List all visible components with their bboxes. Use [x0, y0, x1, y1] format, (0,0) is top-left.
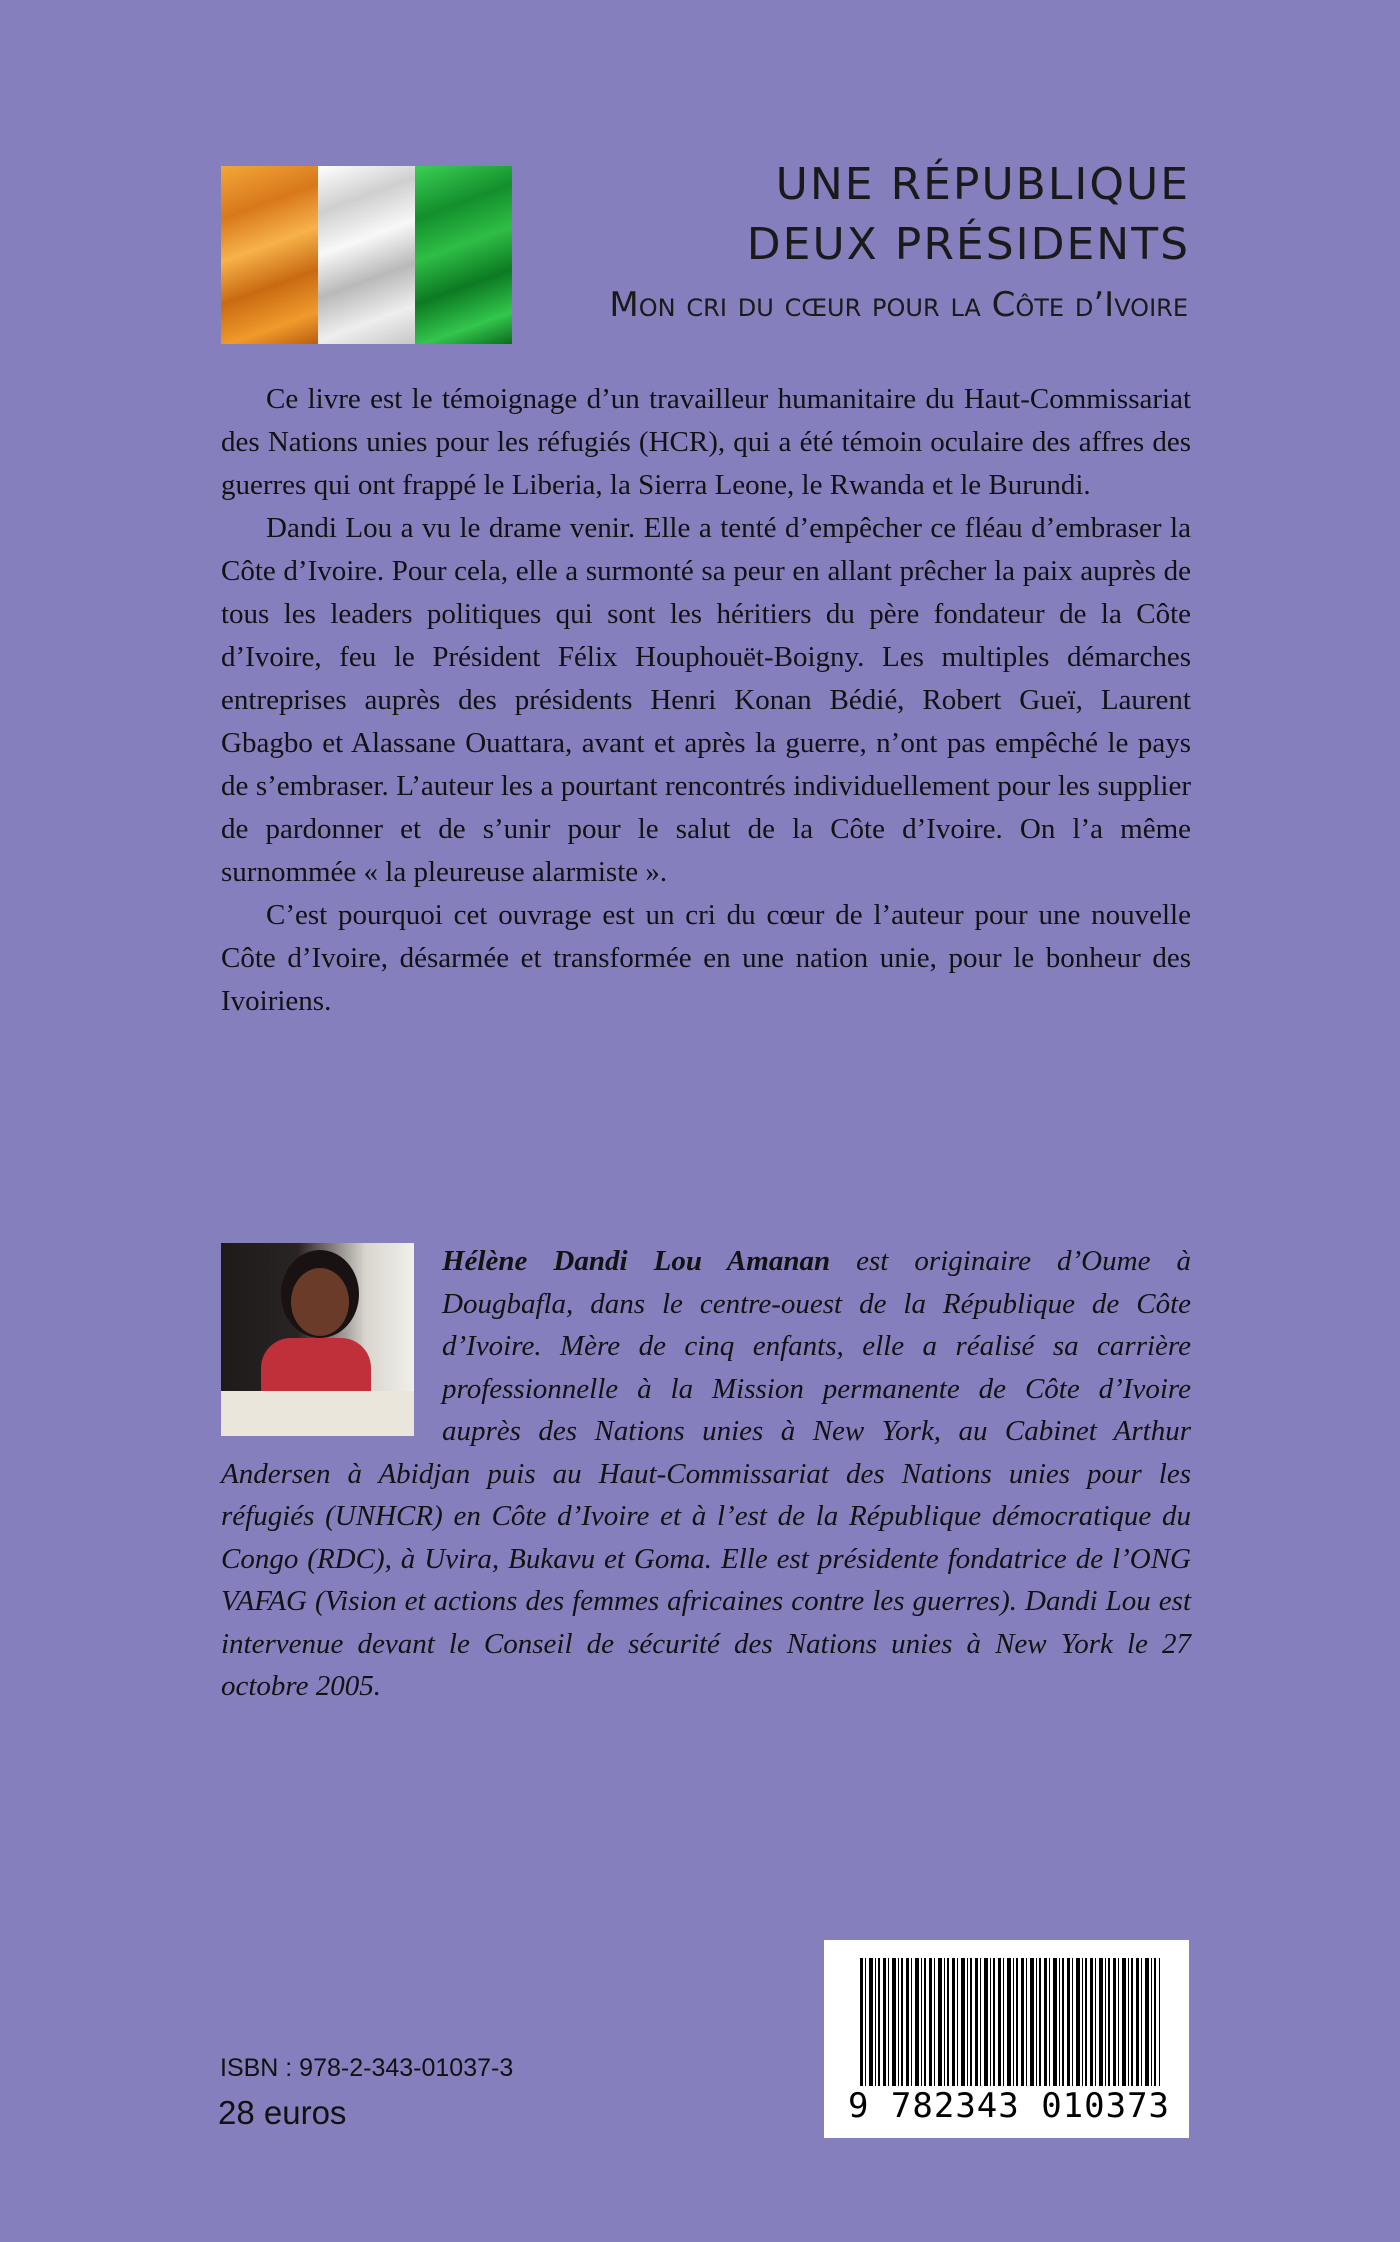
book-title-line-2: DEUX PRÉSIDENTS	[746, 219, 1190, 270]
author-name: Hélène Dandi Lou Amanan	[442, 1245, 831, 1277]
flag-white-band	[318, 166, 415, 344]
author-photo-head-shape	[291, 1268, 349, 1336]
author-biography	[221, 1240, 1191, 1708]
book-title-line-1: UNE RÉPUBLIQUE	[775, 159, 1190, 210]
author-photo	[221, 1243, 414, 1436]
book-price: 28 euros	[218, 2094, 347, 2131]
author-photo-desk-shape	[221, 1391, 414, 1436]
author-bio-text: est originaire d’Oume à Dougbafla, dans le centre-ouest de la République de Côte d’Ivoire. Mère de cinq enfants, elle a réalisé sa carrière professionnelle à la Mission permanente de Côte d’Ivoire auprès des Nations unies à New York, au Cabinet Arthur Andersen à Abidjan puis au Haut-Commissariat des Nations unies pour les réfugiés (UNHCR) en Côte d’Ivoire et à l’est de la République démocratique du Congo (RDC), à Uvira, Bukavu et Goma. Elle est présidente fondatrice de l’ONG VAFAG (Vision et actions des femmes africaines contre les guerres). Dandi Lou est intervenue devant le Conseil de sécurité des Nations unies à New York le 27 octobre 2005.	[221, 1245, 1191, 1702]
barcode-digits: 9 782343 010373	[847, 2086, 1171, 2126]
summary-paragraph-2: Dandi Lou a vu le drame venir. Elle a tenté d’empêcher ce fléau d’embraser la Côte d’Ivoire. Pour cela, elle a surmonté sa peur en allant prêcher la paix auprès de tous les leaders politiques qui sont les héritiers du père fondateur de la Côte d’Ivoire, feu le Président Félix Houphouët-Boigny. Les multiples démarches entreprises auprès des présidents Henri Konan Bédié, Robert Gueï, Laurent Gbagbo et Alassane Ouattara, avant et après la guerre, n’ont pas empêché le pays de s’embraser. L’auteur les a pourtant rencontrés individuellement pour les supplier de pardonner et de s’unir pour le salut de la Côte d’Ivoire. On l’a même surnommée « la pleureuse alarmiste ».	[221, 512, 1191, 888]
isbn-number: ISBN : 978-2-343-01037-3	[220, 2054, 514, 2082]
barcode-icon	[860, 1958, 1160, 2086]
ivory-coast-flag-image	[221, 166, 512, 344]
book-title	[747, 155, 1190, 275]
book-subtitle: Mon cri du cœur pour la Côte d’Ivoire	[609, 285, 1188, 325]
flag-orange-band	[221, 166, 318, 344]
barcode-panel	[824, 1940, 1189, 2138]
book-summary	[221, 378, 1191, 1023]
flag-green-band	[415, 166, 512, 344]
summary-paragraph-1: Ce livre est le témoignage d’un travailleur humanitaire du Haut-Commissariat des Nations unies pour les réfugiés (HCR), qui a été témoin oculaire des affres des guerres qui ont frappé le Liberia, la Sierra Leone, le Rwanda et le Burundi.	[221, 383, 1191, 501]
summary-paragraph-3: C’est pourquoi cet ouvrage est un cri du cœur de l’auteur pour une nouvelle Côte d’Ivoire, désarmée et transformée en une nation unie, pour le bonheur des Ivoiriens.	[221, 899, 1191, 1017]
